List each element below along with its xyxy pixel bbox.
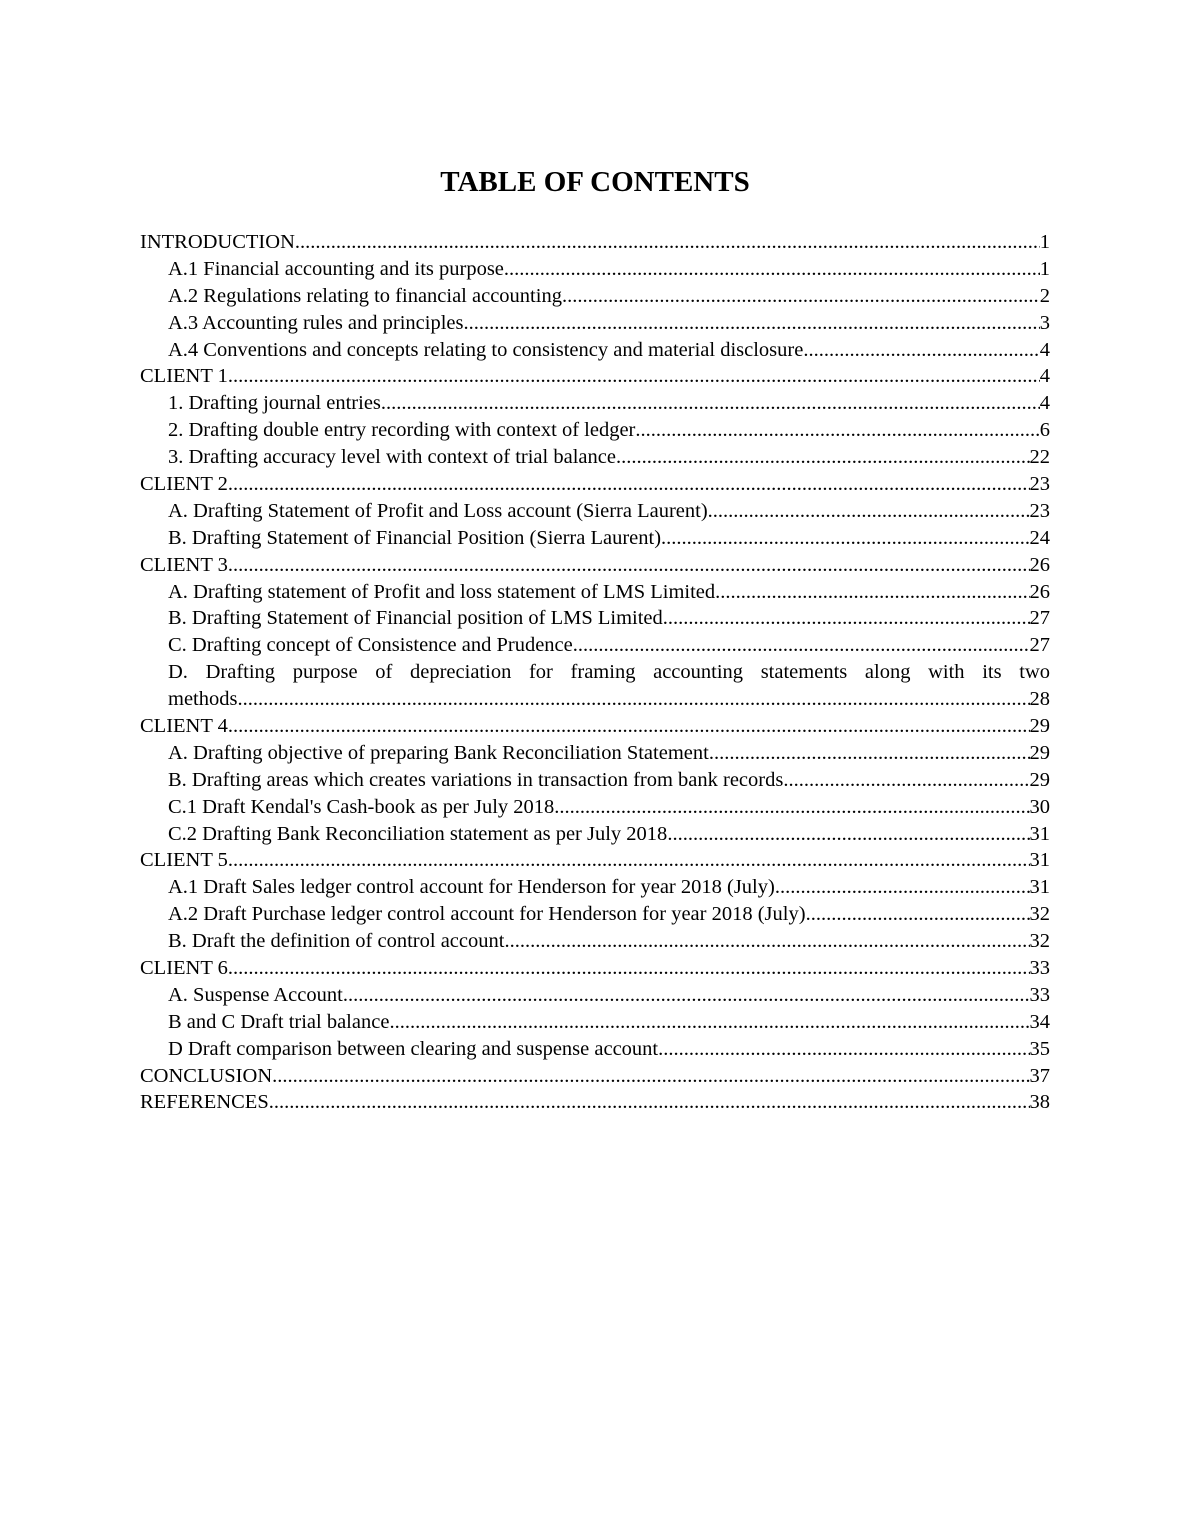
toc-page-number: 30: [1029, 795, 1050, 818]
toc-page-number: 24: [1029, 526, 1050, 549]
toc-entry-label: 1. Drafting journal entries: [168, 392, 381, 415]
toc-entry-label: CLIENT 5: [140, 849, 228, 872]
toc-entry[interactable]: [140, 444, 1050, 471]
toc-dot-leader: [504, 256, 1040, 283]
toc-dot-leader: [806, 901, 1030, 928]
toc-dot-leader: [228, 471, 1030, 498]
toc-entry-label: A.3 Accounting rules and principles: [168, 311, 464, 334]
toc-entry[interactable]: [140, 1009, 1050, 1036]
toc-entry-label: A. Drafting objective of preparing Bank Reconciliation Statement: [168, 741, 709, 764]
toc-dot-leader: [343, 982, 1030, 1009]
toc-entry[interactable]: [140, 821, 1050, 848]
toc-page-number: 4: [1039, 392, 1050, 415]
toc-entry-label: CLIENT 4: [140, 715, 228, 738]
toc-page-number: 2: [1039, 284, 1050, 307]
toc-dot-leader: [562, 283, 1040, 310]
toc-entry-label: CLIENT 6: [140, 957, 228, 980]
toc-entry-label: A.2 Draft Purchase ledger control account for Henderson for year 2018 (July): [168, 903, 806, 926]
toc-entry[interactable]: [140, 283, 1050, 310]
toc-page-number: 4: [1039, 338, 1050, 361]
toc-entry-label: C. Drafting concept of Consistence and Prudence: [168, 634, 573, 657]
toc-dot-leader: [228, 713, 1030, 740]
toc-entry[interactable]: [140, 363, 1050, 390]
toc-dot-leader: [573, 632, 1030, 659]
toc-entry-label: A.1 Draft Sales ledger control account for Henderson for year 2018 (July): [168, 876, 775, 899]
toc-entry[interactable]: [140, 417, 1050, 444]
toc-entry-label-continued: methods: [168, 688, 238, 711]
toc-entry-label: INTRODUCTION: [140, 230, 295, 253]
toc-page-number: 31: [1029, 849, 1050, 872]
toc-entry[interactable]: [140, 229, 1050, 256]
toc-entry[interactable]: [140, 982, 1050, 1009]
toc-page-number: 33: [1029, 983, 1050, 1006]
toc-entry[interactable]: [140, 847, 1050, 874]
toc-entry-label: B. Draft the definition of control account: [168, 930, 505, 953]
toc-dot-leader: [228, 363, 1040, 390]
toc-entry[interactable]: [140, 605, 1050, 632]
toc-page-number: 32: [1029, 930, 1050, 953]
toc-dot-leader: [635, 417, 1039, 444]
toc-page-number: 29: [1029, 715, 1050, 738]
toc-entry[interactable]: [140, 874, 1050, 901]
toc-page-number: 26: [1029, 553, 1050, 576]
toc-page-number: 32: [1029, 903, 1050, 926]
toc-entry-label: REFERENCES: [140, 1091, 269, 1114]
toc-entry-label: B. Drafting Statement of Financial Position (Sierra Laurent): [168, 526, 662, 549]
toc-page-number: 28: [1029, 688, 1050, 711]
toc-entry-label: 2. Drafting double entry recording with context of ledger: [168, 419, 636, 442]
toc-page-number: 27: [1029, 634, 1050, 657]
toc-dot-leader: [463, 310, 1039, 337]
toc-page-number: 6: [1039, 419, 1050, 442]
toc-entry-label: C.1 Draft Kendal's Cash-book as per July 2018: [168, 795, 555, 818]
toc-page-number: 27: [1029, 607, 1050, 630]
toc-entry[interactable]: [140, 632, 1050, 659]
toc-dot-leader: [658, 1036, 1029, 1063]
toc-entry-label: D. Drafting purpose of depreciation for framing accounting statements along with its two: [168, 661, 1050, 684]
toc-entry[interactable]: [140, 471, 1050, 498]
toc-page-number: 31: [1029, 876, 1050, 899]
toc-page-number: 23: [1029, 473, 1050, 495]
toc-page-number: 4: [1039, 365, 1050, 388]
toc-entry-label: A.4 Conventions and concepts relating to consistency and material disclosure: [168, 338, 804, 361]
toc-page-number: 29: [1029, 741, 1050, 764]
toc-dot-leader: [803, 337, 1039, 364]
toc-dot-leader: [272, 1063, 1029, 1090]
toc-entry-label: D Draft comparison between clearing and suspense account: [168, 1037, 659, 1060]
toc-dot-leader: [775, 874, 1030, 901]
toc-entry-label: CLIENT 3: [140, 553, 228, 576]
toc-entry[interactable]: [140, 337, 1050, 364]
toc-entry[interactable]: [140, 1036, 1050, 1063]
toc-page-number: 31: [1029, 822, 1050, 845]
toc-page-number: 1: [1039, 257, 1050, 280]
toc-entry[interactable]: [140, 928, 1050, 955]
table-of-contents: [140, 229, 1050, 1116]
toc-entry-label: A. Drafting Statement of Profit and Loss account (Sierra Laurent): [168, 499, 708, 522]
toc-dot-leader: [663, 605, 1030, 632]
toc-dot-leader: [228, 552, 1030, 579]
toc-entry[interactable]: [140, 1063, 1050, 1090]
toc-entry-label: B. Drafting Statement of Financial position of LMS Limited: [168, 607, 663, 630]
toc-dot-leader: [381, 390, 1040, 417]
toc-page-number: 26: [1029, 580, 1050, 603]
toc-dot-leader: [228, 955, 1030, 982]
toc-entry[interactable]: [140, 256, 1050, 283]
toc-entry[interactable]: [140, 767, 1050, 794]
toc-entry[interactable]: [140, 794, 1050, 821]
toc-dot-leader: [554, 794, 1029, 821]
toc-entry-label: A.2 Regulations relating to financial accounting: [168, 284, 562, 307]
toc-dot-leader: [661, 525, 1029, 552]
toc-entry[interactable]: [140, 901, 1050, 928]
toc-page-number: 38: [1029, 1091, 1050, 1114]
toc-entry[interactable]: [140, 310, 1050, 337]
toc-entry-label: A.1 Financial accounting and its purpose: [168, 257, 504, 280]
toc-dot-leader: [783, 767, 1029, 794]
toc-page-number: 29: [1029, 768, 1050, 791]
toc-page-number: 23: [1029, 499, 1050, 522]
toc-dot-leader: [616, 444, 1030, 471]
toc-page-number: 1: [1039, 230, 1050, 253]
toc-dot-leader: [667, 821, 1029, 848]
toc-entry[interactable]: [140, 498, 1050, 525]
toc-entry[interactable]: [140, 740, 1050, 767]
toc-entry-label: 3. Drafting accuracy level with context of trial balance: [168, 446, 616, 469]
toc-page-number: 3: [1039, 311, 1050, 334]
toc-entry[interactable]: [140, 1090, 1050, 1117]
toc-entry-continuation: [168, 686, 1050, 713]
toc-entry[interactable]: [140, 713, 1050, 740]
toc-entry[interactable]: [140, 525, 1050, 552]
toc-entry-label: B. Drafting areas which creates variations in transaction from bank records: [168, 768, 784, 791]
toc-dot-leader: [504, 928, 1029, 955]
toc-entry-label: CLIENT 2: [140, 473, 228, 495]
toc-entry-label: CLIENT 1: [140, 365, 228, 388]
toc-entry[interactable]: [140, 579, 1050, 606]
toc-dot-leader: [295, 229, 1040, 256]
toc-page-number: 34: [1029, 1010, 1050, 1033]
toc-dot-leader: [389, 1009, 1029, 1036]
toc-dot-leader: [269, 1090, 1030, 1117]
toc-entry-label: B and C Draft trial balance: [168, 1010, 390, 1033]
toc-page-number: 35: [1029, 1037, 1050, 1060]
toc-entry[interactable]: [140, 955, 1050, 982]
toc-entry[interactable]: [140, 659, 1050, 713]
toc-entry-label: C.2 Drafting Bank Reconciliation statement as per July 2018: [168, 822, 668, 845]
page-title: TABLE OF CONTENTS: [440, 166, 750, 198]
toc-entry-label: A. Suspense Account: [168, 983, 343, 1006]
toc-entry[interactable]: [140, 390, 1050, 417]
toc-entry-label: CONCLUSION: [140, 1064, 273, 1087]
toc-page-number: 33: [1029, 957, 1050, 980]
toc-entry[interactable]: [140, 552, 1050, 579]
toc-page-number: 22: [1029, 446, 1050, 469]
toc-entry-label: A. Drafting statement of Profit and loss statement of LMS Limited: [168, 580, 716, 603]
toc-dot-leader: [708, 498, 1030, 525]
toc-page-number: 37: [1029, 1064, 1050, 1087]
toc-dot-leader: [228, 847, 1030, 874]
toc-dot-leader: [237, 686, 1029, 713]
toc-dot-leader: [709, 740, 1030, 767]
toc-dot-leader: [715, 579, 1029, 606]
